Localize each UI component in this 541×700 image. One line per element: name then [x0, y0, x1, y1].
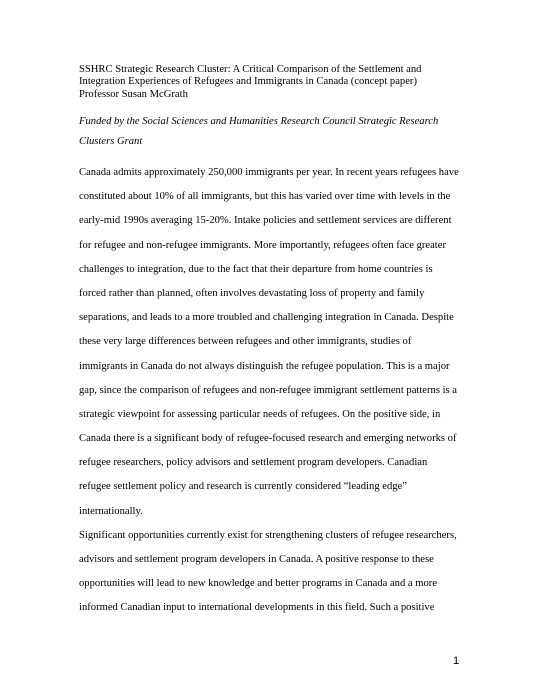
- body-line: immigrants in Canada do not always distinguish the refugee population. This is a major: [79, 360, 450, 372]
- body-text: [79, 161, 479, 621]
- body-line: strategic viewpoint for assessing particular needs of refugees. On the positive side, in: [79, 408, 441, 420]
- body-line: these very large differences between refugees and other immigrants, studies of: [79, 336, 412, 348]
- author-line: Professor Susan McGrath: [79, 88, 188, 100]
- body-line: constituted about 10% of all immigrants, but this has varied over time with levels in the: [79, 191, 451, 203]
- page-number: 1: [453, 655, 460, 667]
- funding-note: [79, 112, 479, 152]
- body-line: separations, and leads to a more troubled and challenging integration in Canada. Despite: [79, 312, 454, 324]
- body-line: Significant opportunities currently exist for strengthening clusters of refugee researchers,: [79, 529, 457, 541]
- body-line: internationally.: [79, 505, 143, 517]
- body-line: Canada admits approximately 250,000 immigrants per year. In recent years refugees have: [79, 167, 459, 178]
- body-line: Canada there is a significant body of refugee-focused research and emerging networks of: [79, 433, 457, 445]
- funding-line-1: Funded by the Social Sciences and Humanities Research Council Strategic Research: [79, 116, 439, 127]
- body-line: forced rather than planned, often involves devastating loss of property and family: [79, 287, 425, 299]
- title-line-2: Integration Experiences of Refugees and Immigrants in Canada (concept paper): [79, 76, 417, 88]
- body-line: informed Canadian input to international developments in this field. Such a positive: [79, 602, 435, 614]
- body-line: for refugee and non-refugee immigrants. More importantly, refugees often face greater: [79, 239, 446, 251]
- funding-line-2: Clusters Grant: [79, 136, 143, 147]
- document-header: [79, 64, 479, 101]
- body-line: gap, since the comparison of refugees and non-refugee immigrant settlement patterns is a: [79, 384, 458, 396]
- body-line: opportunities will lead to new knowledge and better programs in Canada and a more: [79, 578, 438, 590]
- body-line: advisors and settlement program developers in Canada. A positive response to these: [79, 554, 434, 565]
- body-line: refugee researchers, policy advisors and settlement program developers. Canadian: [79, 457, 428, 469]
- body-line: refugee settlement policy and research is currently considered “leading edge”: [79, 481, 407, 493]
- body-line: early-mid 1990s averaging 15-20%. Intake policies and settlement services are different: [79, 215, 452, 227]
- title-line-1: SSHRC Strategic Research Cluster: A Critical Comparison of the Settlement and: [79, 64, 422, 75]
- body-line: challenges to integration, due to the fact that their departure from home countries is: [79, 263, 433, 275]
